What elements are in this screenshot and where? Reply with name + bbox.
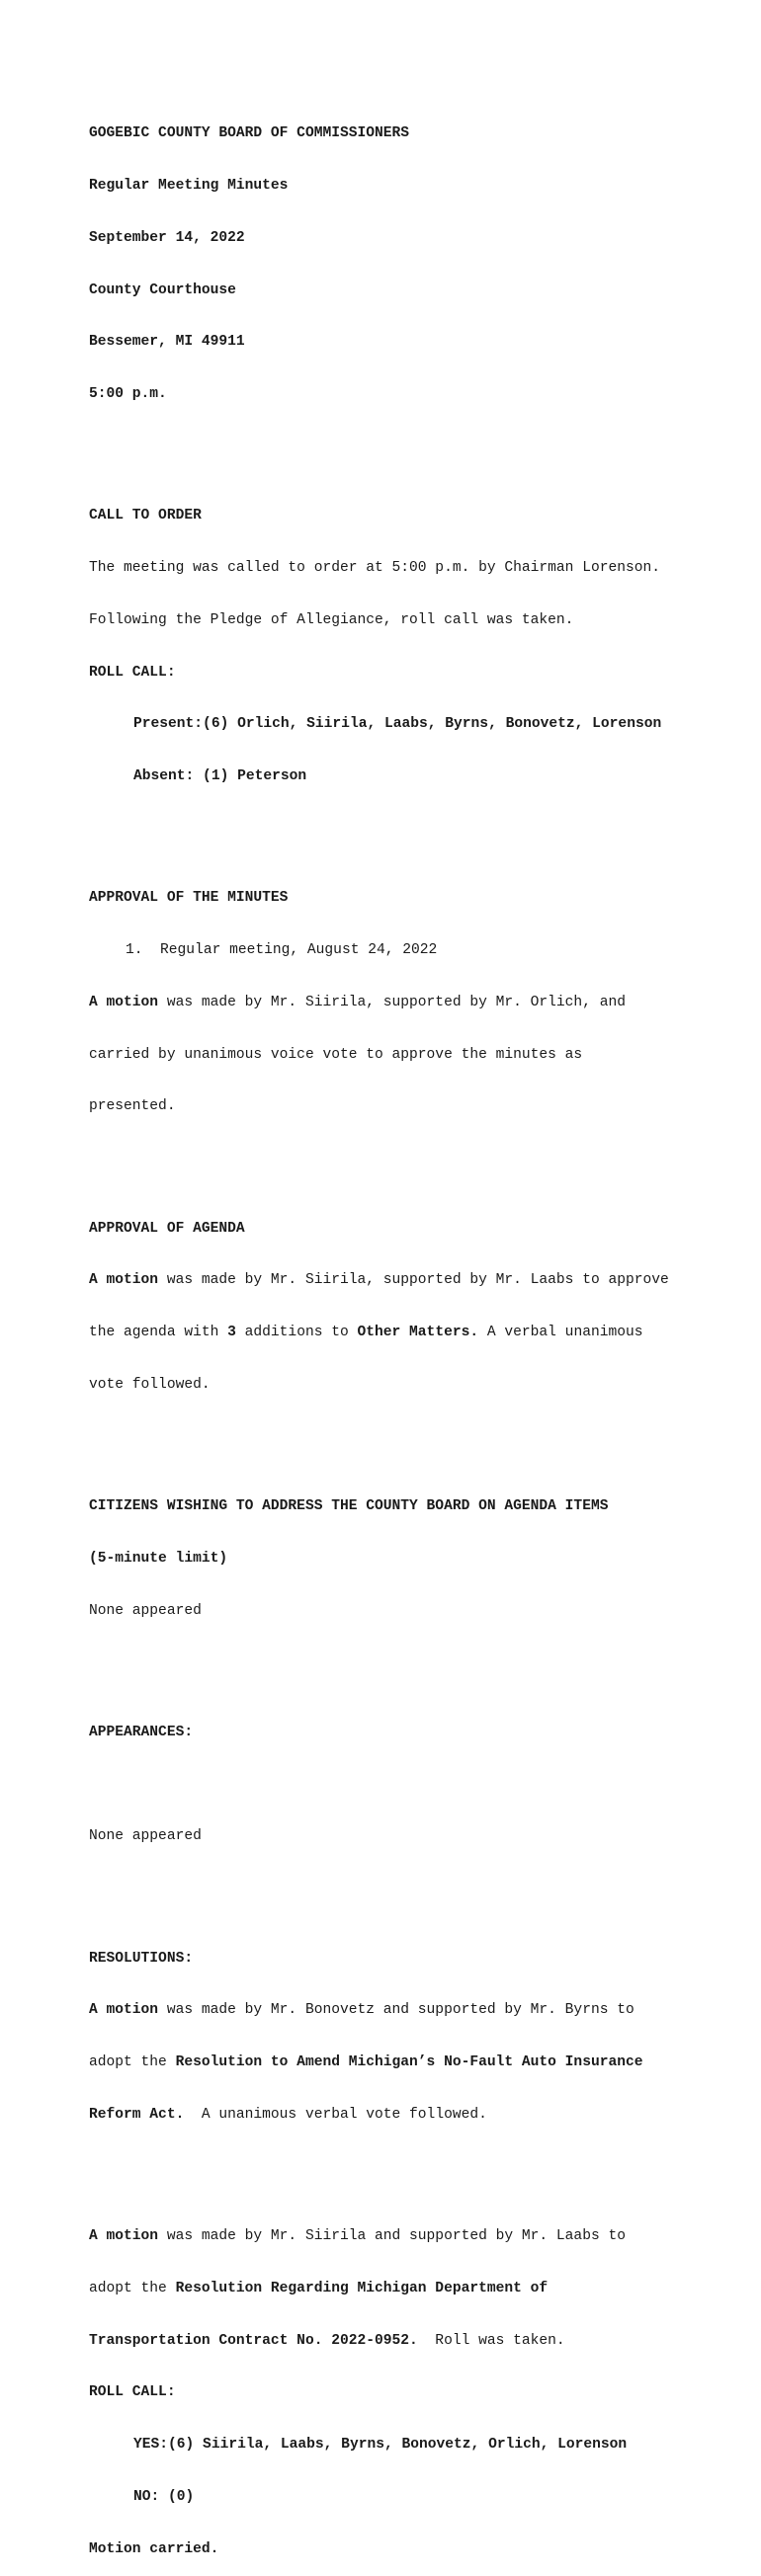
minutes-document [89,91,721,2576]
citizens-heading-1: CITIZENS WISHING TO ADDRESS THE COUNTY BOARD ON AGENDA ITEMS [89,1498,609,1515]
resolution-2-no-votes: NO: (0) [133,2488,195,2505]
meeting-date: September 14, 2022 [89,229,245,246]
call-to-order-heading: CALL TO ORDER [89,508,202,524]
citizens-heading-2: (5-minute limit) [89,1550,228,1567]
appearances-heading: APPEARANCES: [89,1724,194,1740]
agenda-motion-line-2: the agenda with 3 additions to Other Matters. A verbal unanimous [89,1325,643,1341]
meeting-type: Regular Meeting Minutes [89,177,289,194]
list-item-text: Regular meeting, August 24, 2022 [160,942,438,959]
meeting-time: 5:00 p.m. [89,386,167,403]
agenda-motion-line-1: A motion was made by Mr. Siirila, supported by Mr. Laabs to approve [89,1272,669,1289]
list-item-number: 1. [126,942,143,959]
roll-call-label: ROLL CALL: [89,664,176,681]
resolution-2-result: Motion carried. [89,2540,219,2557]
resolution-2-roll-call-label: ROLL CALL: [89,2384,176,2401]
org-title: GOGEBIC COUNTY BOARD OF COMMISSIONERS [89,125,410,142]
resolution-2-yes-votes: YES:(6) Siirila, Laabs, Byrns, Bonovetz, Orlich, Lorenson [133,2437,628,2454]
approval-agenda-heading: APPROVAL OF AGENDA [89,1220,245,1237]
resolution-1-line-3: Reform Act. A unanimous verbal vote followed. [89,2106,487,2123]
meeting-location: County Courthouse [89,282,236,298]
resolutions-heading: RESOLUTIONS: [89,1950,194,1967]
minutes-motion-line-3: presented. [89,1098,176,1115]
resolution-2-line-1: A motion was made by Mr. Siirila and supported by Mr. Laabs to [89,2228,626,2245]
roll-call-absent: Absent: (1) Peterson [133,768,307,785]
call-to-order-text-2: Following the Pledge of Allegiance, roll call was taken. [89,611,574,628]
resolution-2-line-3: Transportation Contract No. 2022-0952. Roll was taken. [89,2332,565,2349]
resolution-1-line-2: adopt the Resolution to Amend Michigan’s No-Fault Auto Insurance [89,2054,643,2071]
agenda-motion-line-3: vote followed. [89,1376,211,1393]
appearances-text: None appeared [89,1828,202,1845]
roll-call-present: Present:(6) Orlich, Siirila, Laabs, Byrns, Bonovetz, Lorenson [133,716,662,733]
minutes-motion-line-1: A motion was made by Mr. Siirila, supported by Mr. Orlich, and [89,994,626,1010]
minutes-list-item [89,942,721,960]
meeting-city: Bessemer, MI 49911 [89,334,245,351]
minutes-motion-line-2: carried by unanimous voice vote to approve the minutes as [89,1046,583,1063]
approval-minutes-heading: APPROVAL OF THE MINUTES [89,890,289,907]
resolution-1-line-1: A motion was made by Mr. Bonovetz and supported by Mr. Byrns to [89,2002,634,2019]
citizens-text: None appeared [89,1602,202,1619]
resolution-2-line-2: adopt the Resolution Regarding Michigan Department of [89,2280,549,2296]
call-to-order-text-1: The meeting was called to order at 5:00 p.m. by Chairman Lorenson. [89,560,661,577]
